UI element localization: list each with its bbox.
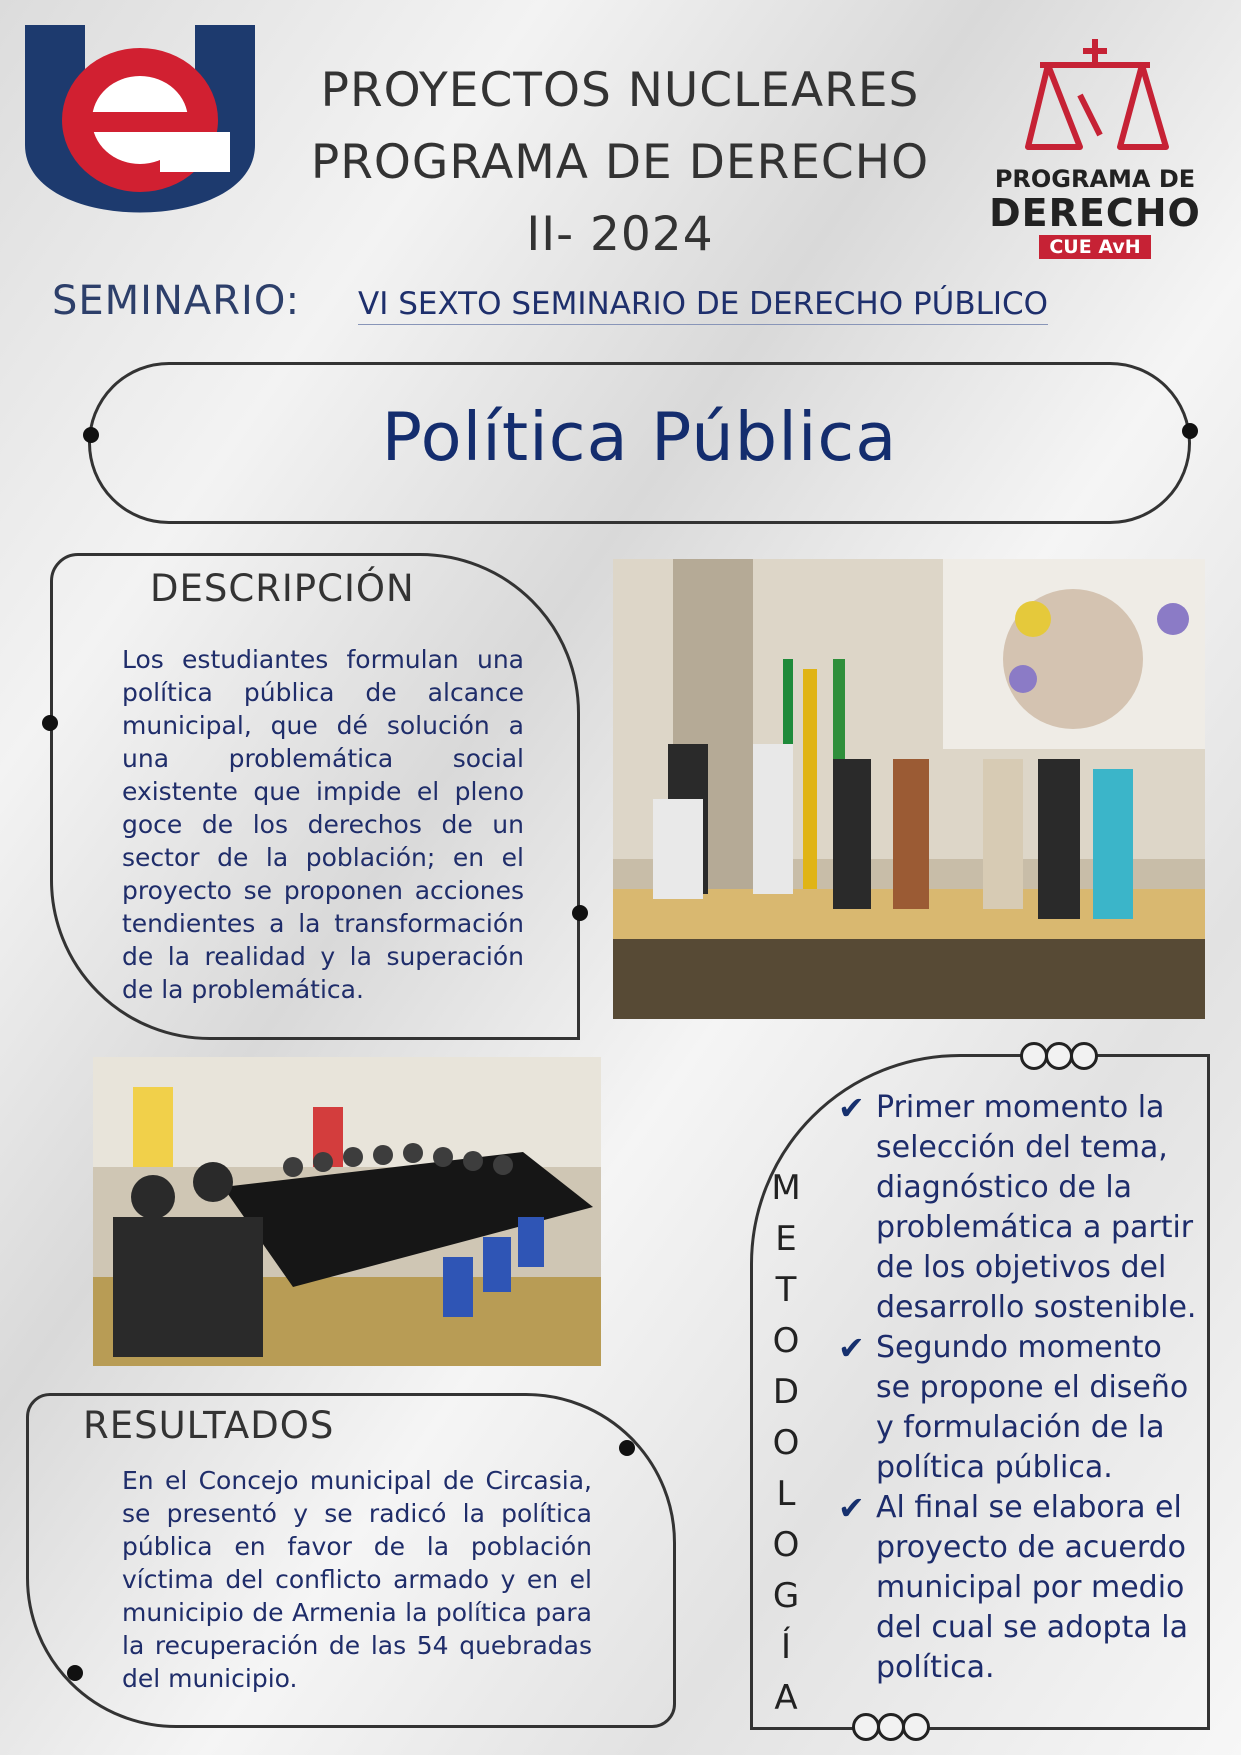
- descripcion-heading: DESCRIPCIÓN: [150, 567, 415, 610]
- heading-letter: Í: [780, 1627, 792, 1667]
- header-title: [270, 55, 970, 271]
- ring-icon: [1045, 1042, 1073, 1070]
- resultados-right-dot: [619, 1440, 635, 1456]
- stage-photo: [613, 559, 1205, 1019]
- logo-line-cue: CUE AvH: [1039, 235, 1150, 259]
- metodologia-item-text: Primer momento la selección del tema, diagnóstico de la problemática a partir de los objetivos del desarrollo sostenible.: [876, 1090, 1197, 1325]
- header-title-line-2: PROGRAMA DE DERECHO: [310, 135, 930, 190]
- seminario-value: VI SEXTO SEMINARIO DE DERECHO PÚBLICO: [358, 286, 1048, 325]
- heading-letter: M: [771, 1168, 801, 1208]
- descripcion-left-dot: [42, 715, 58, 731]
- logo-line-programa: PROGRAMA DE: [994, 165, 1196, 193]
- heading-letter: G: [772, 1576, 800, 1616]
- ring-icon: [902, 1713, 930, 1741]
- metodologia-item: [838, 1088, 1203, 1328]
- descripcion-text: Los estudiantes formulan una política pública de alcance municipal, que dé solución a una problemática social existente que impide el pleno goce de los derechos de un sector de la población; en el proyecto se proponen acciones tendientes a la transformación de la realidad y la superación de la problemática.: [122, 645, 524, 1004]
- ue-university-logo-icon: [20, 20, 260, 225]
- ring-icon: [877, 1713, 905, 1741]
- resultados-heading: RESULTADOS: [83, 1404, 335, 1447]
- heading-letter: T: [775, 1270, 797, 1310]
- checkmark-icon: ✔: [838, 1489, 865, 1527]
- metodologia-item: [838, 1488, 1203, 1688]
- descripcion-right-dot: [572, 905, 588, 921]
- header-title-line-1: PROYECTOS NUCLEARES: [320, 63, 920, 118]
- ring-icon: [1020, 1042, 1048, 1070]
- ue-logo: [20, 20, 260, 225]
- heading-letter: E: [775, 1219, 797, 1259]
- meeting-photo: [93, 1057, 601, 1366]
- heading-letter: O: [772, 1321, 800, 1361]
- resultados-left-dot: [67, 1665, 83, 1681]
- header-title-line-3: II- 2024: [526, 207, 714, 262]
- metodologia-top-rings: [1020, 1042, 1095, 1070]
- metodologia-list: [838, 1088, 1203, 1688]
- heading-letter: A: [774, 1678, 798, 1718]
- resultados-text: En el Concejo municipal de Circasia, se presentó y se radicó la política pública en favor de la población víctima del conflicto armado y en el municipio de Armenia la política para la recuperación de las 54 quebradas del municipio.: [122, 1466, 592, 1693]
- heading-letter: O: [772, 1423, 800, 1463]
- metodologia-item-text: Al final se elabora el proyecto de acuerdo municipal por medio del cual se adopta la política.: [876, 1490, 1188, 1685]
- metodologia-item-text: Segundo momento se propone el diseño y formulación de la política pública.: [876, 1330, 1189, 1485]
- logo-line-derecho: DERECHO: [989, 191, 1201, 235]
- checkmark-icon: ✔: [838, 1089, 865, 1127]
- award-ceremony-image: [613, 559, 1205, 1019]
- checkmark-icon: ✔: [838, 1329, 865, 1367]
- metodologia-vertical-heading: [764, 1163, 808, 1724]
- ring-icon: [852, 1713, 880, 1741]
- council-session-image: [93, 1057, 601, 1366]
- scales-of-justice-icon: [1020, 35, 1170, 155]
- ring-icon: [1070, 1042, 1098, 1070]
- heading-letter: L: [776, 1474, 796, 1514]
- page-title: Política Pública: [381, 398, 898, 476]
- metodologia-bottom-rings: [852, 1713, 927, 1741]
- seminario-label: SEMINARIO:: [52, 278, 301, 324]
- metodologia-item: [838, 1328, 1203, 1488]
- programa-derecho-logo: [975, 35, 1215, 265]
- heading-letter: D: [772, 1372, 800, 1412]
- heading-letter: O: [772, 1525, 800, 1565]
